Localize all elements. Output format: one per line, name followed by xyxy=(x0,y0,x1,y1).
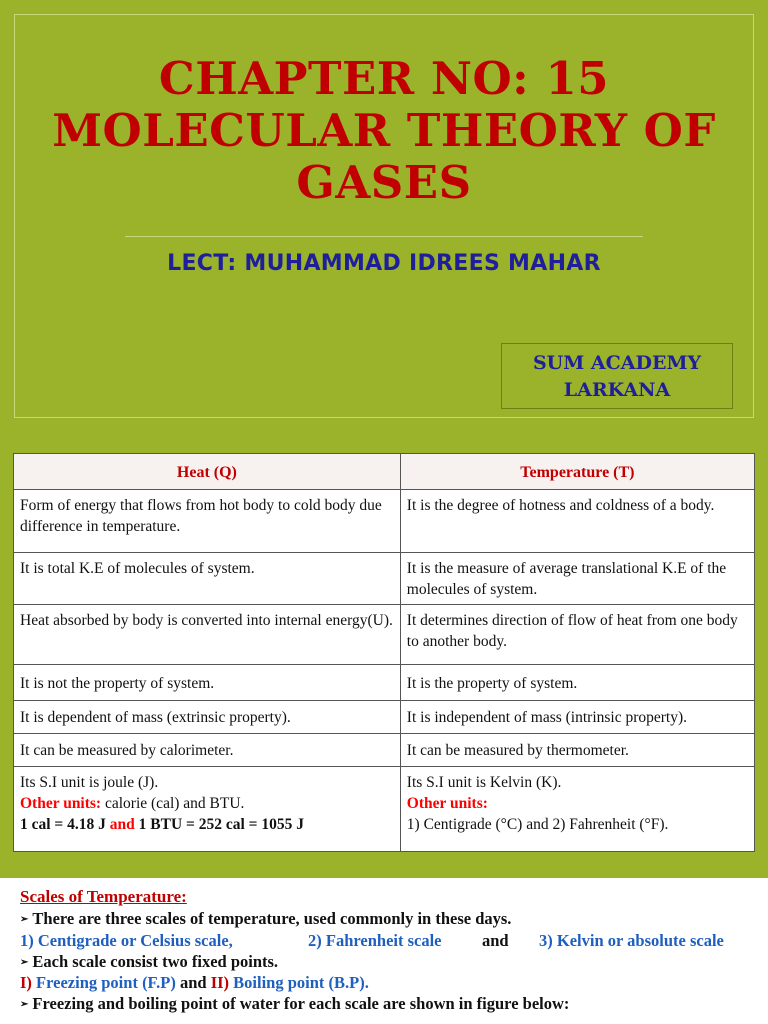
scale-3: 3) Kelvin or absolute scale xyxy=(539,931,724,950)
bullet-three-scales: ➢ There are three scales of temperature, used commonly in these days. xyxy=(20,909,512,928)
scale-1: 1) Centigrade or Celsius scale, xyxy=(20,931,233,950)
header-heat: Heat (Q) xyxy=(14,454,401,490)
heat-other-units-value: calorie (cal) and BTU. xyxy=(101,795,245,812)
temperature-cell: It is the degree of hotness and coldness of a body. xyxy=(400,490,754,553)
freezing-point: Freezing point (F.P) xyxy=(31,973,176,992)
heat-cell: Heat absorbed by body is converted into internal energy(U). xyxy=(14,605,401,665)
scale-2: 2) Fahrenheit scale xyxy=(308,931,442,950)
scales-and: and xyxy=(482,931,509,950)
heat-vs-temperature-slide xyxy=(13,453,755,852)
title-line-1: CHAPTER NO: 15 xyxy=(158,52,610,105)
heat-conversion xyxy=(20,814,394,835)
temperature-other-units-label: Other units: xyxy=(406,795,488,812)
table-row xyxy=(14,605,755,665)
heat-cell: It is dependent of mass (extrinsic property). xyxy=(14,701,401,734)
temperature-other-units-value: 1) Centigrade (°C) and 2) Fahrenheit (°F). xyxy=(406,816,669,833)
heat-temperature-table xyxy=(13,453,755,852)
temperature-cell: It is the measure of average translational K.E of the molecules of system. xyxy=(400,553,754,605)
bullet-arrow-icon: ➢ xyxy=(20,999,29,1010)
scales-of-temperature-slide xyxy=(0,878,768,1024)
fp-number: I) xyxy=(20,973,32,992)
heat-cell: Form of energy that flows from hot body to cold body due difference in temperature. xyxy=(14,490,401,553)
heat-units-cell xyxy=(14,767,401,852)
table-row xyxy=(14,701,755,734)
fp-and: and xyxy=(175,973,211,992)
heat-conversion-and: and xyxy=(109,816,135,833)
title-line-3: GASES xyxy=(296,156,472,209)
title-line-2: MOLECULAR THEORY OF xyxy=(52,104,716,157)
academy-box xyxy=(501,343,733,409)
heat-cell: It can be measured by calorimeter. xyxy=(14,734,401,767)
academy-city: LARKANA xyxy=(563,379,671,401)
temperature-units-cell xyxy=(400,767,754,852)
temperature-cell: It is the property of system. xyxy=(400,665,754,701)
header-temperature: Temperature (T) xyxy=(400,454,754,490)
chapter-title xyxy=(15,53,753,209)
bullet-arrow-icon: ➢ xyxy=(20,957,29,968)
boiling-point: Boiling point (B.P). xyxy=(229,973,369,992)
title-slide xyxy=(14,14,754,418)
temperature-si-unit: Its S.I unit is Kelvin (K). xyxy=(406,774,562,791)
bullet-figure: ➢ Freezing and boiling point of water for each scale are shown in figure below: xyxy=(20,994,570,1013)
lecturer-name: LECT: MUHAMMAD IDREES MAHAR xyxy=(167,251,601,276)
table-row xyxy=(14,490,755,553)
table-row-units xyxy=(14,767,755,852)
temperature-cell: It determines direction of flow of heat from one body to another body. xyxy=(400,605,754,665)
heat-conversion-cal: 1 cal = 4.18 J xyxy=(20,816,110,833)
table-row xyxy=(14,553,755,605)
title-divider xyxy=(125,236,643,237)
academy-name: SUM ACADEMY xyxy=(532,352,702,374)
temperature-cell: It is independent of mass (intrinsic property). xyxy=(400,701,754,734)
bullet-arrow-icon: ➢ xyxy=(20,914,29,925)
table-row xyxy=(14,665,755,701)
heat-other-units xyxy=(20,793,394,814)
heat-conversion-btu: 1 BTU = 252 cal = 1055 J xyxy=(134,816,305,833)
bp-number: II) xyxy=(210,973,230,992)
heat-si-unit: Its S.I unit is joule (J). xyxy=(20,774,159,791)
heat-other-units-label: Other units: xyxy=(20,795,102,812)
scales-heading: Scales of Temperature: xyxy=(20,887,187,906)
fixed-points-list xyxy=(20,973,369,993)
heat-cell: It is not the property of system. xyxy=(14,665,401,701)
bullet-fixed-points: ➢ Each scale consist two fixed points. xyxy=(20,952,279,971)
table-row xyxy=(14,734,755,767)
temperature-cell: It can be measured by thermometer. xyxy=(400,734,754,767)
heat-cell: It is total K.E of molecules of system. xyxy=(14,553,401,605)
